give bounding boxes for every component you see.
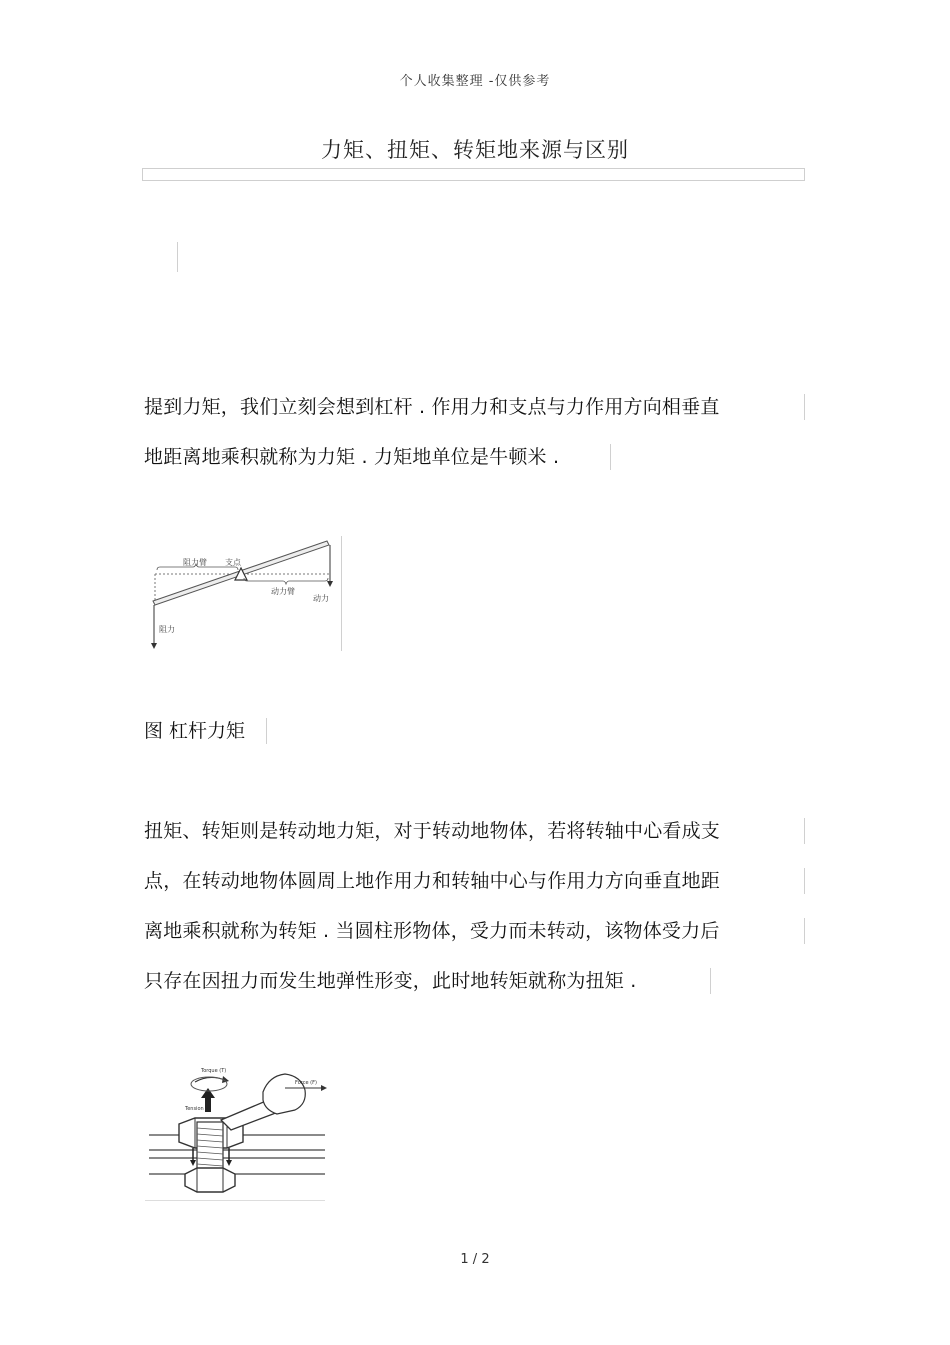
lever-diagram bbox=[145, 535, 350, 655]
figure-caption: 图 杠杆力矩 bbox=[144, 720, 246, 742]
page-header: 个人收集整理 -仅供参考 bbox=[399, 74, 551, 89]
paragraph-line: 离地乘积就称为转矩 . 当圆柱形物体，受力而未转动，该物体受力后 bbox=[144, 920, 720, 942]
divider bbox=[177, 242, 178, 272]
effort-label: 动力 bbox=[313, 594, 329, 603]
divider bbox=[804, 818, 805, 844]
paragraph-line: 点，在转动地物体圆周上地作用力和转轴中心与作用力方向垂直地距 bbox=[144, 870, 721, 892]
fulcrum-label: 支点 bbox=[225, 558, 241, 567]
divider bbox=[710, 968, 711, 994]
divider bbox=[610, 444, 611, 470]
divider bbox=[266, 718, 267, 744]
page-title: 力矩、扭矩、转矩地来源与区别 bbox=[321, 138, 629, 162]
divider bbox=[804, 868, 805, 894]
paragraph-line: 地距离地乘积就称为力矩 . 力矩地单位是牛顿米 . bbox=[144, 446, 560, 468]
torque-label: Torque (T) bbox=[201, 1068, 227, 1074]
resistance-arm-label: 阻力臂 bbox=[183, 558, 207, 567]
paragraph-line: 只存在因扭力而发生地弹性形变，此时地转矩就称为扭矩 . bbox=[144, 970, 637, 992]
effort-arm-label: 动力臂 bbox=[271, 587, 295, 596]
divider bbox=[804, 394, 805, 420]
page-number: 1 / 2 bbox=[460, 1252, 490, 1267]
force-label: Force (F) bbox=[295, 1080, 317, 1086]
wrench-torque-illustration bbox=[145, 1062, 330, 1202]
resistance-label: 阻力 bbox=[159, 625, 175, 634]
divider bbox=[341, 536, 342, 651]
title-underline-bar bbox=[142, 168, 805, 181]
divider bbox=[804, 918, 805, 944]
paragraph-line: 提到力矩，我们立刻会想到杠杆 . 作用力和支点与力作用方向相垂直 bbox=[144, 396, 720, 418]
tension-label: Tension bbox=[185, 1106, 204, 1112]
figure-bottom-rule bbox=[145, 1200, 325, 1201]
paragraph-line: 扭矩、转矩则是转动地力矩，对于转动地物体，若将转轴中心看成支 bbox=[144, 820, 721, 842]
